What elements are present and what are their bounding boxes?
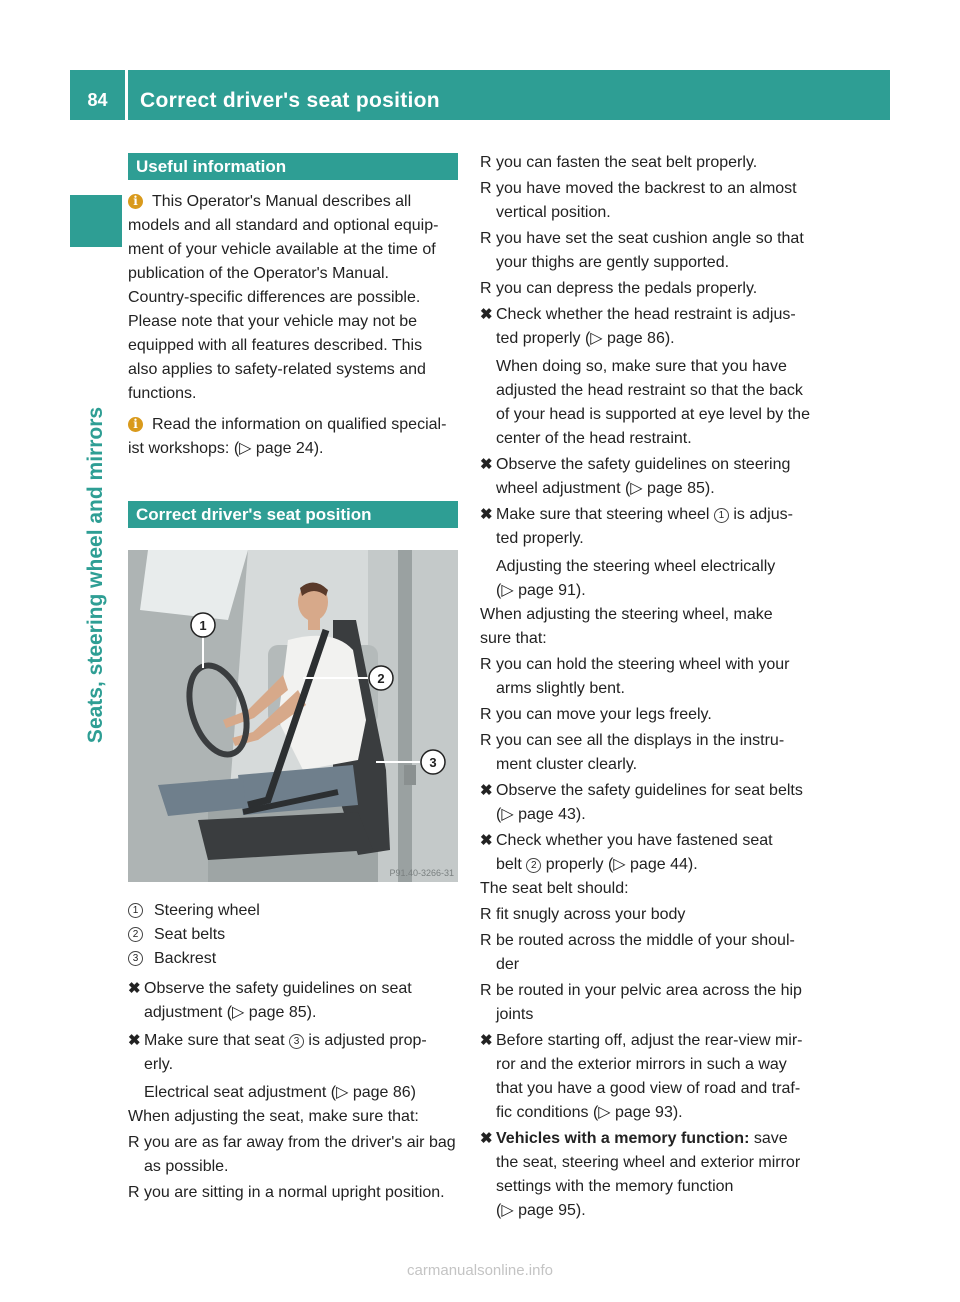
step-arrow-icon: ✖ [128, 980, 141, 997]
step-arrow-icon: ✖ [480, 782, 493, 799]
bullet-legs: R you can move your legs freely. [480, 703, 814, 727]
callout-number: 1 [714, 508, 729, 523]
step-memory: ✖ Vehicles with a memory function: save [480, 1127, 814, 1151]
info-icon: i [128, 194, 143, 209]
bullet-backrest: R you have moved the backrest to an almost [480, 177, 814, 201]
bullet-r-icon: R [480, 154, 492, 171]
bullet-displays: R you can see all the displays in the instru- [480, 729, 814, 753]
text-line: models and all standard and optional equip- [128, 217, 439, 234]
legend-number: 2 [128, 927, 143, 942]
text-line: equipped with all features described. This [128, 337, 423, 354]
text-line: settings with the memory function [496, 1178, 734, 1195]
text-line: sure that: [480, 630, 547, 647]
step-steering-wheel: ✖ Make sure that steering wheel 1 is adjus- [480, 503, 814, 527]
text-line: functions. [128, 385, 197, 402]
legend-label: Steering wheel [154, 902, 260, 919]
bullet-pedals: R you can depress the pedals properly. [480, 277, 814, 301]
text-line: of your head is supported at eye level by the [496, 406, 810, 423]
step-arrow-icon: ✖ [480, 1032, 493, 1049]
text-line: belt 2 properly (▷ page 44). [496, 856, 698, 873]
step-arrow-icon: ✖ [128, 1032, 141, 1049]
svg-text:2: 2 [377, 671, 385, 686]
bullet-r-icon: R [480, 732, 492, 749]
right-column [480, 151, 814, 1223]
text-line: When adjusting the steering wheel, make [480, 606, 773, 623]
callout-number: 3 [289, 1034, 304, 1049]
section-heading-useful-information: Useful information [128, 153, 458, 180]
bullet-r-icon: R [480, 280, 492, 297]
text-when-seat: When adjusting the seat, make sure that: [128, 1108, 419, 1125]
text-line: adjusted the head restraint so that the back [496, 382, 803, 399]
info-icon: i [128, 417, 143, 432]
text-line: your thighs are gently supported. [496, 254, 730, 271]
bullet-snug: R fit snugly across your body [480, 903, 814, 927]
text-line: center of the head restraint. [496, 430, 692, 447]
text-belt-should: The seat belt should: [480, 880, 629, 897]
info-note-manual [128, 190, 458, 214]
bullet-airbag: R you are as far away from the driver's air bag [128, 1131, 458, 1155]
bullet-upright: R you are sitting in a normal upright position. [128, 1181, 458, 1205]
text-line: der [496, 956, 520, 973]
legend-number: 3 [128, 951, 143, 966]
step-arrow-icon: ✖ [480, 832, 493, 849]
text-line: (▷ page 43). [496, 806, 586, 823]
bullet-r-icon: R [480, 932, 492, 949]
step-seat-safety: ✖ Observe the safety guidelines on seat [128, 977, 458, 1001]
text-line: publication of the Operator's Manual. [128, 265, 389, 282]
step-headrest: ✖ Check whether the head restraint is adjus- [480, 303, 814, 327]
bullet-r-icon: R [480, 906, 492, 923]
text-line: that you have a good view of road and traf- [496, 1080, 801, 1097]
step-arrow-icon: ✖ [480, 506, 493, 523]
text-electrical-seat: Electrical seat adjustment (▷ page 86) [144, 1084, 416, 1101]
text-line: ment cluster clearly. [496, 756, 638, 773]
bullet-r-icon: R [480, 982, 492, 999]
left-column [128, 153, 458, 1205]
legend-label: Backrest [154, 950, 217, 967]
bullet-r-icon: R [480, 706, 492, 723]
info-note-workshops [128, 413, 458, 437]
watermark: carmanualsonline.info [407, 1262, 553, 1279]
text-line: ted properly (▷ page 86). [496, 330, 675, 347]
step-arrow-icon: ✖ [480, 456, 493, 473]
text-line: vertical position. [496, 204, 611, 221]
bullet-r-icon: R [128, 1184, 140, 1201]
text-line: ror and the exterior mirrors in such a way [496, 1056, 787, 1073]
side-chapter-label: Seats, steering wheel and mirrors [84, 406, 107, 744]
text-line: (▷ page 95). [496, 1202, 586, 1219]
text-line: joints [496, 1006, 534, 1023]
text-line: (▷ page 91). [496, 582, 586, 599]
text-line: also applies to safety-related systems and [128, 361, 426, 378]
bullet-r-icon: R [128, 1134, 140, 1151]
figure-code: P91.40-3266-31 [389, 868, 454, 878]
legend-item [128, 947, 458, 971]
page-number: 84 [87, 90, 108, 110]
section-heading-seat-position: Correct driver's seat position [128, 501, 458, 528]
svg-text:3: 3 [429, 755, 437, 770]
bullet-r-icon: R [480, 656, 492, 673]
text-line: as possible. [144, 1158, 229, 1175]
page-title: Correct driver's seat position [140, 89, 440, 112]
text-line: Country-specific differences are possible. [128, 289, 421, 306]
bullet-hold: R you can hold the steering wheel with your [480, 653, 814, 677]
text-line: ment of your vehicle available at the time of [128, 241, 436, 258]
text-line: Read the information on qualified special- [152, 416, 447, 433]
legend-label: Seat belts [154, 926, 226, 943]
step-steering-safety: ✖ Observe the safety guidelines on steering [480, 453, 814, 477]
seat-position-illustration [128, 550, 458, 882]
text-line: the seat, steering wheel and exterior mirror [496, 1154, 801, 1171]
text-line: Adjusting the steering wheel electrically [496, 558, 776, 575]
text-line: fic conditions (▷ page 93). [496, 1104, 683, 1121]
step-belt-safety: ✖ Observe the safety guidelines for seat belts [480, 779, 814, 803]
bullet-pelvic: R be routed in your pelvic area across the hip [480, 979, 814, 1003]
step-arrow-icon: ✖ [480, 306, 493, 323]
bullet-middle: R be routed across the middle of your shoul- [480, 929, 814, 953]
driver-seat-figure [128, 550, 458, 882]
step-seat-adjusted: ✖ Make sure that seat 3 is adjusted prop- [128, 1029, 458, 1053]
text-line: This Operator's Manual describes all [152, 193, 412, 210]
step-mirrors: ✖ Before starting off, adjust the rear-view mir- [480, 1029, 814, 1053]
header-divider [125, 70, 128, 120]
text-line: wheel adjustment (▷ page 85). [496, 480, 715, 497]
text-line: arms slightly bent. [496, 680, 625, 697]
bullet-r-icon: R [480, 230, 492, 247]
svg-text:1: 1 [199, 618, 207, 633]
text-line: adjustment (▷ page 85). [144, 1004, 317, 1021]
step-belt-check: ✖ Check whether you have fastened seat [480, 829, 814, 853]
step-arrow-icon: ✖ [480, 1130, 493, 1147]
text-line: Please note that your vehicle may not be [128, 313, 418, 330]
bullet-cushion: R you have set the seat cushion angle so that [480, 227, 814, 251]
text-line: ist workshops: (▷ page 24). [128, 440, 324, 457]
legend-item [128, 923, 458, 947]
legend-number: 1 [128, 903, 143, 918]
text-line: erly. [144, 1056, 174, 1073]
text-line: ted properly. [496, 530, 584, 547]
legend-item [128, 899, 458, 923]
text-line: When doing so, make sure that you have [496, 358, 787, 375]
callout-number: 2 [526, 858, 541, 873]
side-tab-block [70, 195, 122, 247]
bullet-fasten: R you can fasten the seat belt properly. [480, 151, 814, 175]
bullet-r-icon: R [480, 180, 492, 197]
